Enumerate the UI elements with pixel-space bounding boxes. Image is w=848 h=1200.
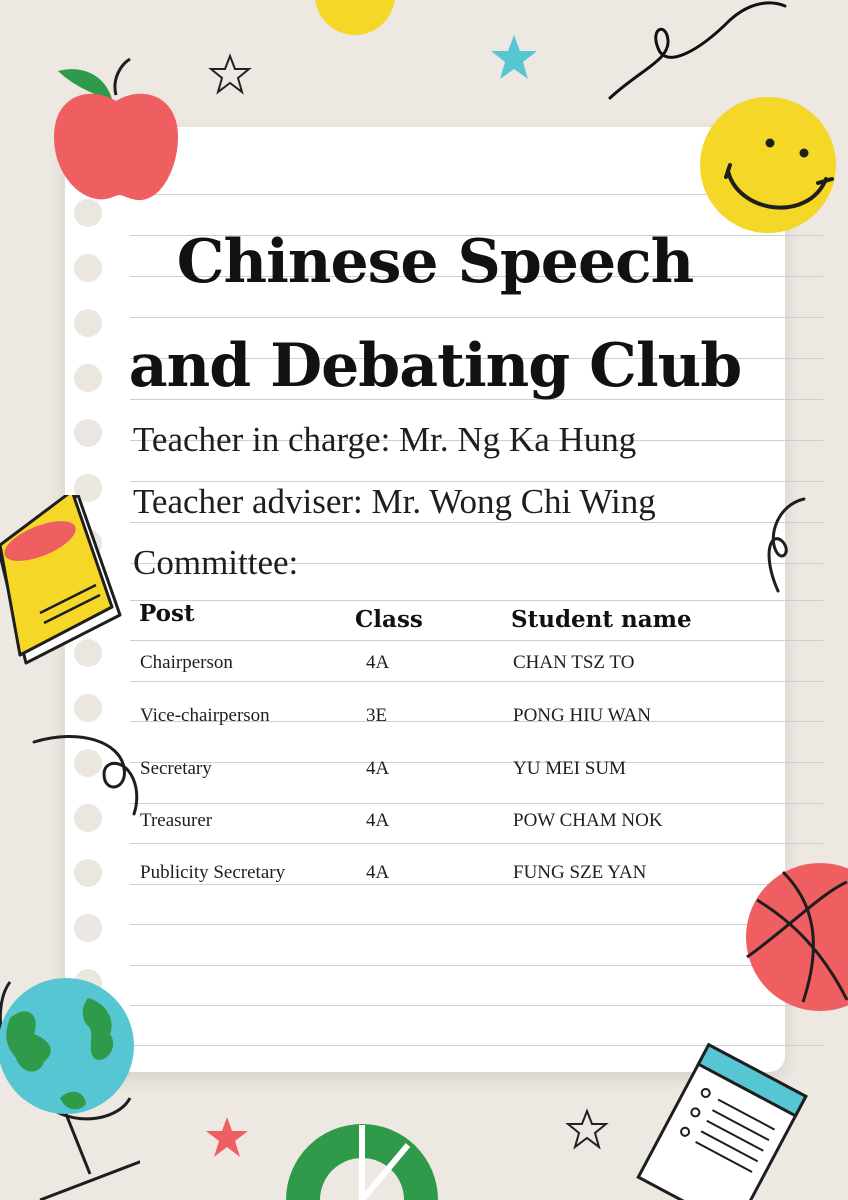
row-2-class: 3E <box>366 705 388 726</box>
teacher-adviser: Teacher adviser: Mr. Wong Chi Wing <box>133 482 656 521</box>
row-3-class: 4A <box>366 758 390 779</box>
row-1-class: 4A <box>366 652 390 673</box>
committee-label: Committee: <box>133 543 299 582</box>
row-4-class: 4A <box>366 810 390 831</box>
ruled-line <box>130 681 823 682</box>
row-5-class: 4A <box>366 862 390 883</box>
ruled-line <box>130 600 823 601</box>
row-3-post: Secretary <box>140 758 212 779</box>
row-5-name: FUNG SZE YAN <box>513 862 647 883</box>
globe-icon <box>0 978 140 1200</box>
row-1-name: CHAN TSZ TO <box>513 652 635 673</box>
squiggle-icon <box>600 0 790 105</box>
protractor-icon <box>280 1115 445 1200</box>
ruled-line <box>130 884 823 885</box>
binder-hole <box>74 859 102 887</box>
title-line-2: and Debating Club <box>128 331 742 401</box>
ruled-line <box>130 803 823 804</box>
basketball-icon <box>743 862 848 1012</box>
row-1-post: Chairperson <box>140 652 233 673</box>
row-2-post: Vice-chairperson <box>140 705 270 726</box>
binder-hole <box>74 694 102 722</box>
column-header-student-name: Student name <box>511 606 692 633</box>
ruled-line <box>130 762 823 763</box>
title-line-1: Chinese Speech <box>176 227 694 297</box>
ruled-line <box>130 640 823 641</box>
ruled-line <box>130 924 823 925</box>
binder-hole <box>74 914 102 942</box>
ruled-line <box>130 1005 823 1006</box>
star-icon <box>488 33 540 83</box>
yellow-circle-icon <box>315 0 395 35</box>
squiggle-icon <box>758 495 808 595</box>
binder-hole <box>74 309 102 337</box>
page-title <box>115 210 755 418</box>
apple-icon <box>50 55 182 205</box>
ruled-line <box>130 965 823 966</box>
book-icon <box>0 495 125 670</box>
column-header-post: Post <box>139 600 195 627</box>
row-4-name: POW CHAM NOK <box>513 810 663 831</box>
notepad-icon <box>630 1040 815 1200</box>
smiley-icon <box>698 95 838 235</box>
binder-hole <box>74 364 102 392</box>
squiggle-icon <box>30 728 142 818</box>
binder-hole <box>74 254 102 282</box>
row-3-name: YU MEI SUM <box>513 758 626 779</box>
binder-hole <box>74 419 102 447</box>
star-icon <box>202 1115 252 1161</box>
row-5-post: Publicity Secretary <box>140 862 286 883</box>
star-outline-icon <box>205 52 255 96</box>
star-outline-icon <box>563 1108 611 1150</box>
row-4-post: Treasurer <box>140 810 213 831</box>
ruled-line <box>130 522 823 523</box>
teacher-in-charge: Teacher in charge: Mr. Ng Ka Hung <box>133 420 637 459</box>
row-2-name: PONG HIU WAN <box>513 705 651 726</box>
ruled-line <box>130 843 823 844</box>
column-header-class: Class <box>355 606 423 633</box>
